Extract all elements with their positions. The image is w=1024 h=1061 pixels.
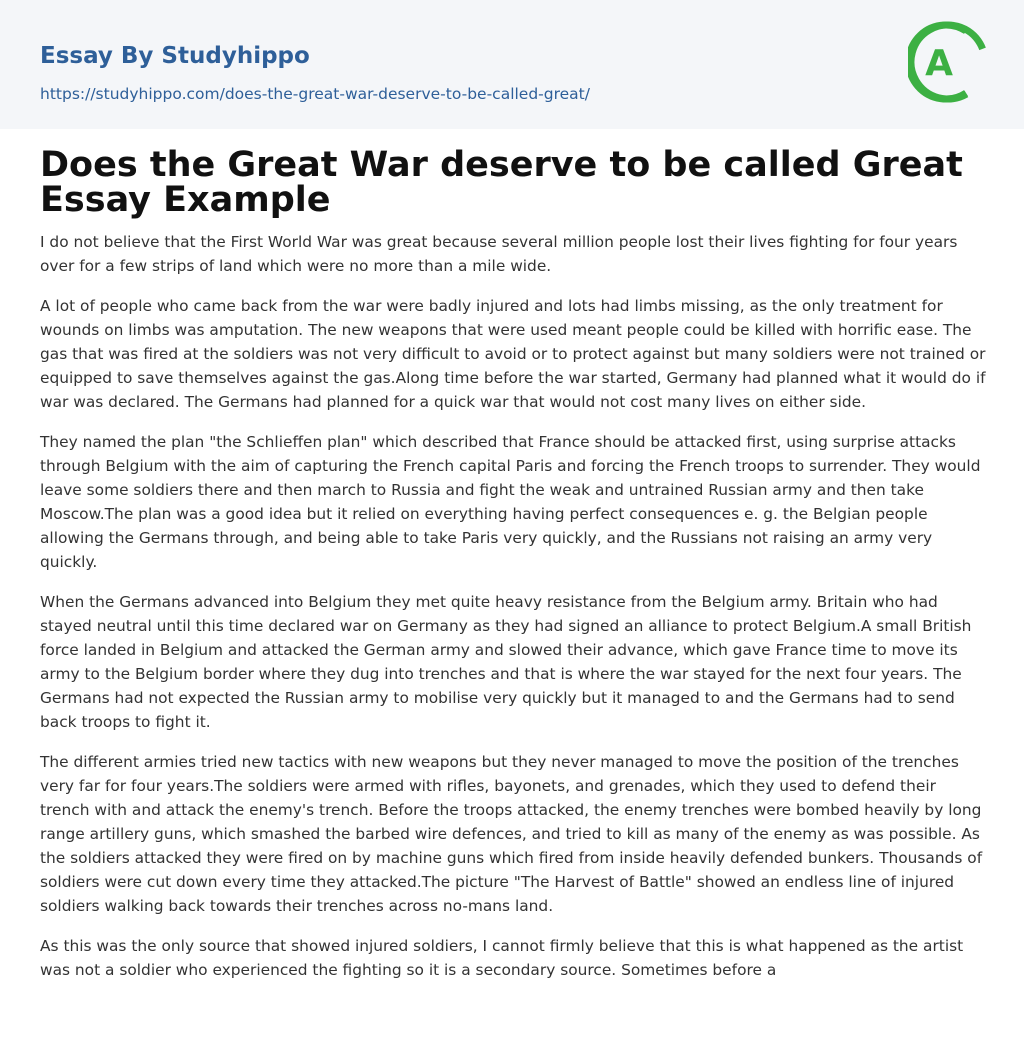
essay-paragraph: A lot of people who came back from the war were badly injured and lots had limbs missing, as the only treatment for wounds on limbs was amputation. The new weapons that were used meant people could be killed with horrific ease. The gas that was fired at the soldiers was not very difficult to avoid or to protect against but many soldiers were not trained or equipped to save themselves against the gas.Along time before the war started, Germany had planned what it would do if war was declared. The Germans had planned for a quick war that would not cost many lives on either side.	[40, 297, 986, 411]
essay-content	[40, 145, 986, 982]
essay-title: Does the Great War deserve to be called Great Essay Example	[40, 145, 963, 220]
studyhippo-logo-icon[interactable]	[908, 18, 988, 106]
logo-letter: A	[925, 43, 953, 84]
essay-paragraph: As this was the only source that showed injured soldiers, I cannot firmly believe that this is what happened as the artist was not a soldier who experienced the fighting so it is a secondary source. Sometimes before a	[40, 937, 964, 979]
essay-url-link[interactable]: https://studyhippo.com/does-the-great-war-deserve-to-be-called-great/	[40, 85, 590, 103]
essay-paragraph: They named the plan "the Schlieffen plan" which described that France should be attacked first, using surprise attacks through Belgium with the aim of capturing the French capital Paris and forcing the French troops to surrender. They would leave some soldiers there and then march to Russia and fight the weak and untrained Russian army and then take Moscow.The plan was a good idea but it relied on everything having perfect consequences e. g. the Belgian people allowing the Germans through, and being able to take Paris very quickly, and the Russians not raising an army very quickly.	[40, 433, 981, 571]
essay-paragraph: I do not believe that the First World War was great because several million people lost their lives fighting for four years over for a few strips of land which were no more than a mile wide.	[40, 233, 958, 275]
essay-paragraph: When the Germans advanced into Belgium they met quite heavy resistance from the Belgium army. Britain who had stayed neutral until this time declared war on Germany as they had signed an alliance to protect Belgium.A small British force landed in Belgium and attacked the German army and slowed their advance, which gave France time to move its army to the Belgium border where they dug into trenches and that is where the war stayed for the next four years. The Germans had not expected the Russian army to mobilise very quickly but it managed to and the Germans had to send back troops to fight it.	[40, 593, 972, 731]
essay-paragraph: The different armies tried new tactics with new weapons but they never managed to move the position of the trenches very far for four years.The soldiers were armed with rifles, bayonets, and grenades, which they used to defend their trench with and attack the enemy's trench. Before the troops attacked, the enemy trenches were bombed heavily by long range artillery guns, which smashed the barbed wire defences, and tried to kill as many of the enemy as was possible. As the soldiers attacked they were fired on by machine guns which fired from inside heavily defended bunkers. Thousands of soldiers were cut down every time they attacked.The picture "The Harvest of Battle" showed an endless line of injured soldiers walking back towards their trenches across no-mans land.	[40, 753, 983, 915]
site-header	[0, 0, 1024, 129]
site-brand[interactable]: Essay By Studyhippo	[40, 43, 310, 69]
